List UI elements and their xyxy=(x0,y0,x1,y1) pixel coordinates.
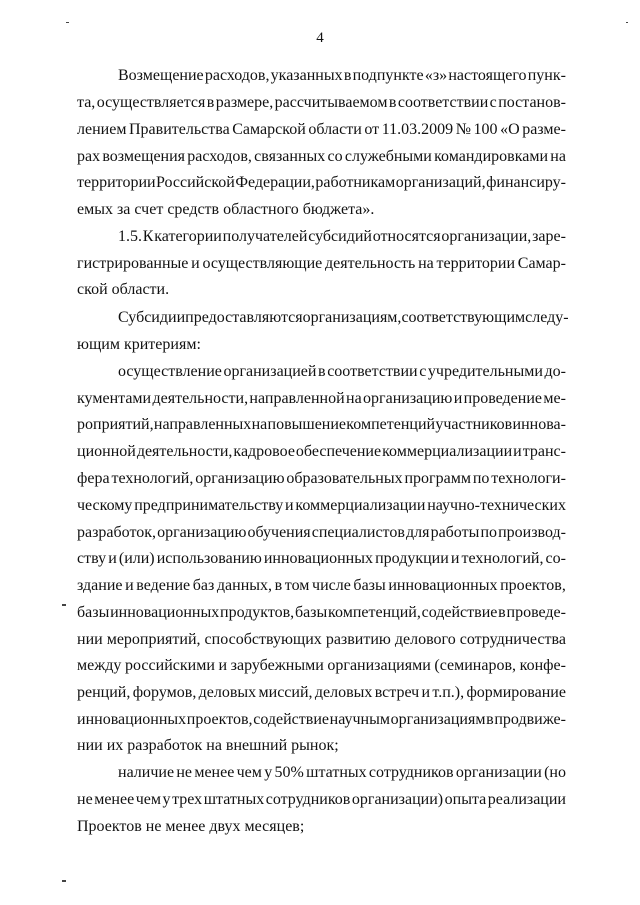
scan-mark xyxy=(62,604,66,606)
text-line: фера технологий, организацию образовательных программ по технологи- xyxy=(77,470,566,487)
text-line: Проектов не менее двух месяцев; xyxy=(77,818,305,835)
text-line: ческому предпринимательству и коммерциализации научно-технических xyxy=(77,497,566,514)
page-number: 4 xyxy=(316,30,324,46)
text-line: нии мероприятий, способствующих развитию делового сотрудничества xyxy=(77,631,566,648)
text-line: гистрированные и осуществляющие деятельность на территории Самар- xyxy=(77,255,566,272)
text-line: здание и ведение баз данных, в том числе базы инновационных проектов, xyxy=(77,577,566,594)
text-line: ционной деятельности, кадровое обеспечение коммерциализации и транс- xyxy=(77,443,566,460)
text-line: между российскими и зарубежными организациями (семинаров, конфе- xyxy=(77,657,566,674)
scan-mark xyxy=(62,880,66,882)
text-line: кументами деятельности, направленной на организацию и проведение ме- xyxy=(77,390,566,407)
text-line: Возмещение расходов, указанных в подпункте «з» настоящего пунк- xyxy=(118,67,566,84)
scan-mark xyxy=(66,22,69,23)
text-line: территории Российской Федерации, работникам организаций, финансиру- xyxy=(77,174,566,191)
text-line: Субсидии предоставляются организациям, соответствующим следу- xyxy=(118,309,569,326)
text-line: нии их разработок на внешний рынок; xyxy=(77,737,339,754)
text-line: емых за счет средств областного бюджета». xyxy=(77,201,375,218)
scan-mark xyxy=(626,22,628,23)
text-line: наличие не менее чем у 50% штатных сотрудников организации (но xyxy=(118,764,566,781)
text-line: роприятий, направленных на повышение компетенций участников иннова- xyxy=(77,416,566,433)
text-line: ренций, форумов, деловых миссий, деловых встреч и т.п.), формирование xyxy=(77,684,566,701)
text-line: инновационных проектов, содействие научным организациям в продвиже- xyxy=(77,711,566,728)
text-line: 1.5. К категории получателей субсидий относятся организации, заре- xyxy=(118,228,566,245)
text-line: рах возмещения расходов, связанных со служебными командировками на xyxy=(77,148,566,165)
text-line: осуществление организацией в соответствии с учредительными до- xyxy=(118,363,566,380)
text-line: лением Правительства Самарской области от 11.03.2009 № 100 «О разме- xyxy=(77,121,566,138)
text-line: базы инновационных продуктов, базы компетенций, содействие в проведе- xyxy=(77,604,566,621)
text-line: ющим критериям: xyxy=(77,336,201,353)
text-line: ству и (или) использованию инновационных продукции и технологий, со- xyxy=(77,550,566,567)
text-line: не менее чем у трех штатных сотрудников организации) опыта реализации xyxy=(77,791,566,808)
text-line: ской области. xyxy=(77,281,170,298)
text-line: та, осуществляется в размере, рассчитываемом в соответствии с постанов- xyxy=(77,94,566,111)
text-line: разработок, организацию обучения специалистов для работы по производ- xyxy=(77,524,566,541)
